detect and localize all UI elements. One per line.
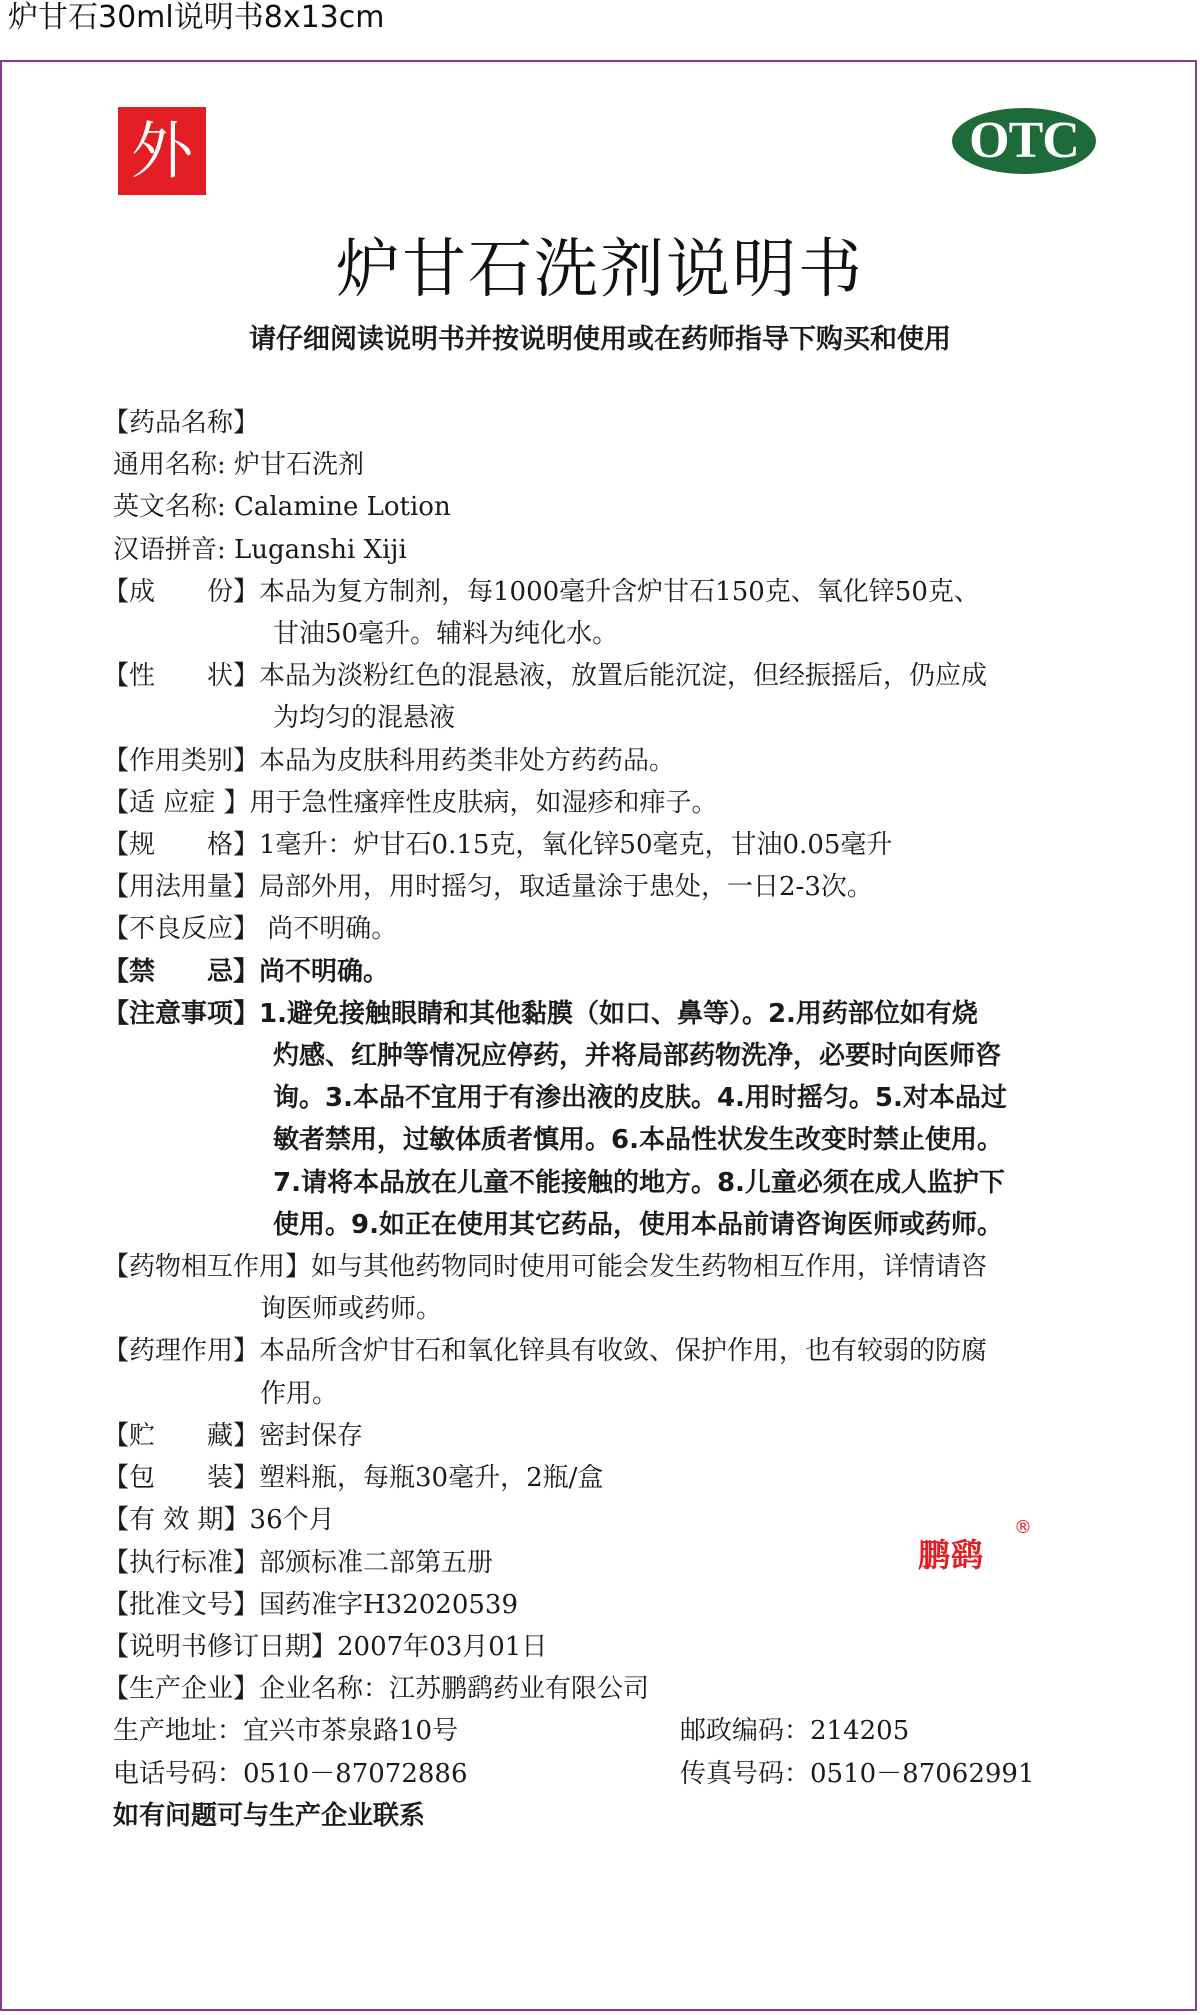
packaging: 【包 装】塑料瓶，每瓶30毫升，2瓶/盒 [103,1463,604,1493]
drug-interactions: 【药物相互作用】如与其他药物同时使用可能会发生药物相互作用，详情请咨 [103,1252,988,1282]
revision-date: 【说明书修订日期】2007年03月01日 [103,1632,548,1662]
description-cont: 为均匀的混悬液 [273,703,456,733]
manufacturer: 【生产企业】企业名称：江苏鹏鹞药业有限公司 [103,1674,650,1704]
precautions-line-2: 灼感、红肿等情况应停药，并将局部药物洗净，必要时向医师咨 [273,1041,1002,1071]
manufacturer-address: 生产地址：宜兴市茶泉路10号 [113,1716,459,1746]
page-caption: 炉甘石30ml说明书8x13cm [8,0,385,35]
indications: 【适 应症 】用于急性瘙痒性皮肤病，如湿疹和痱子。 [103,788,718,818]
precautions-line-4: 敏者禁用，过敏体质者慎用。6.本品性状发生改变时禁止使用。 [273,1125,1003,1155]
specification: 【规 格】1毫升：炉甘石0.15克，氧化锌50毫克，甘油0.05毫升 [103,830,893,860]
reading-instruction: 请仔细阅读说明书并按说明使用或在药师指导下购买和使用 [249,324,951,355]
precautions-line-6: 使用。9.如正在使用其它药品，使用本品前请咨询医师或药师。 [273,1210,1003,1240]
dosage: 【用法用量】局部外用，用时摇匀，取适量涂于患处，一日2-3次。 [103,872,873,902]
storage: 【贮 藏】密封保存 [103,1421,364,1451]
composition: 【成 份】本品为复方制剂，每1000毫升含炉甘石150克、氧化锌50克、 [103,577,980,607]
phone-number: 电话号码：0510－87072886 [113,1759,468,1789]
generic-name: 通用名称: 炉甘石洗剂 [113,450,365,480]
pharmacology-cont: 作用。 [260,1379,339,1409]
standard: 【执行标准】部颁标准二部第五册 [103,1548,494,1578]
approval-number: 【批准文号】国药准字H32020539 [103,1590,519,1620]
fax-number: 传真号码：0510－87062991 [680,1759,1035,1789]
category: 【作用类别】本品为皮肤科用药类非处方药药品。 [103,746,676,776]
section-drug-name-header: 【药品名称】 [103,408,260,438]
composition-cont: 甘油50毫升。辅料为纯化水。 [273,619,619,649]
pharmacology: 【药理作用】本品所含炉甘石和氧化锌具有收敛、保护作用，也有较弱的防腐 [103,1336,988,1366]
pinyin-name: 汉语拼音: Luganshi Xiji [113,535,407,565]
external-use-badge: 外 [118,107,206,195]
precautions-line-3: 询。3.本品不宜用于有渗出液的皮肤。4.用时摇匀。5.对本品过 [273,1083,1007,1113]
precautions-line-5: 7.请将本品放在儿童不能接触的地方。8.儿童必须在成人监护下 [273,1168,1005,1198]
brand-logo: 鹏鹞 [918,1536,985,1574]
contact-note: 如有问题可与生产企业联系 [113,1801,426,1831]
leaflet-title: 炉甘石洗剂说明书 [336,233,864,307]
otc-badge: OTC [952,108,1096,174]
adverse-reactions: 【不良反应】 尚不明确。 [103,914,398,944]
validity: 【有 效 期】36个月 [103,1505,335,1535]
postal-code: 邮政编码：214205 [680,1716,910,1746]
description: 【性 状】本品为淡粉红色的混悬液，放置后能沉淀，但经振摇后，仍应成 [103,661,988,691]
registered-mark: ® [1014,1517,1032,1538]
drug-interactions-cont: 询医师或药师。 [260,1294,443,1324]
precautions: 【注意事项】1.避免接触眼睛和其他黏膜（如口、鼻等）。2.用药部位如有烧 [103,999,978,1029]
contraindications: 【禁 忌】尚不明确。 [103,957,390,987]
english-name: 英文名称: Calamine Lotion [113,492,451,522]
